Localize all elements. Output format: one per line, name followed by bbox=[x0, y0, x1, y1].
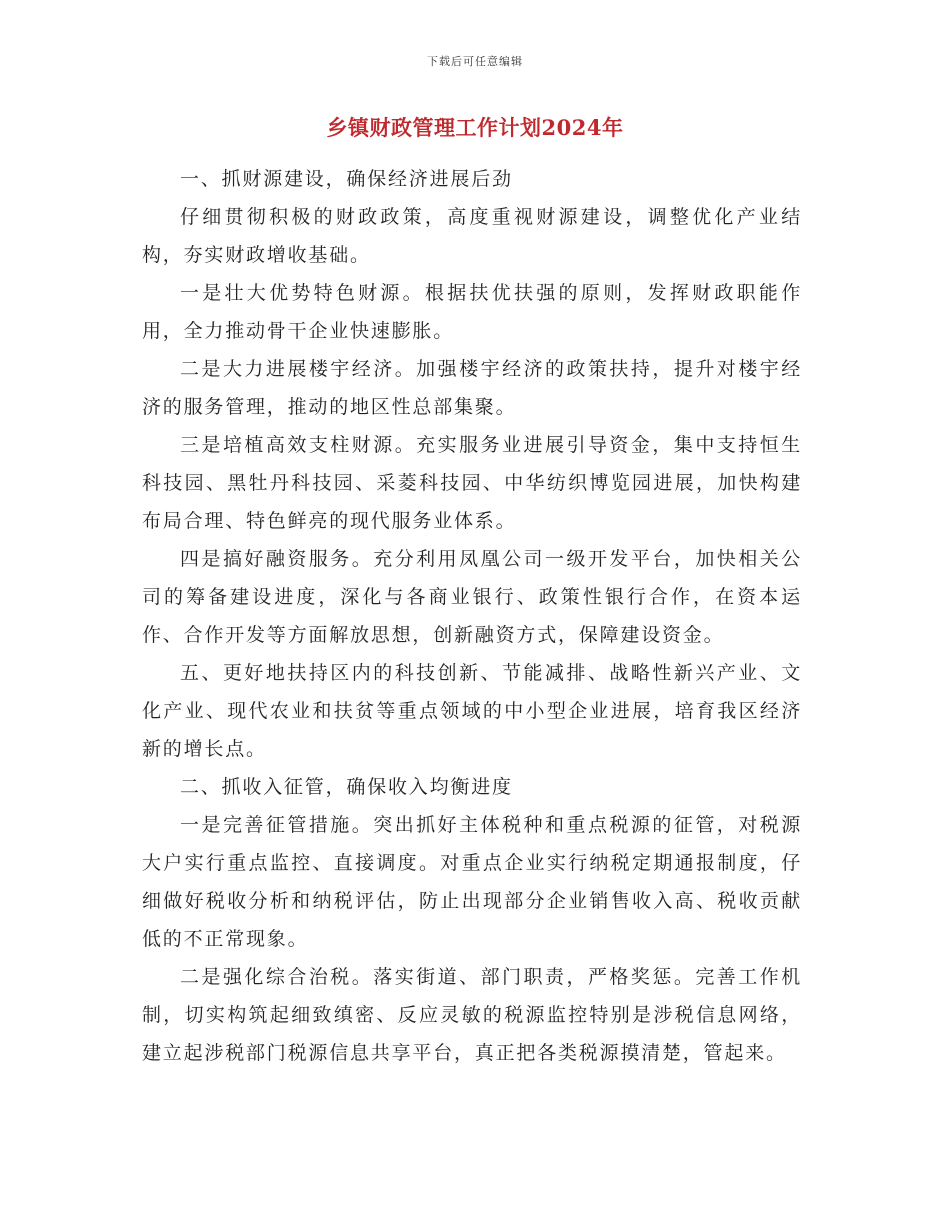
paragraph: 五、更好地扶持区内的科技创新、节能减排、战略性新兴产业、文化产业、现代农业和扶贫等重点领域的中小型企业进展，培育我区经济新的增长点。 bbox=[142, 662, 802, 760]
document-title: 乡镇财政管理工作计划2024年 bbox=[326, 115, 624, 140]
document-body bbox=[142, 160, 802, 1072]
paragraph: 仔细贯彻积极的财政政策，高度重视财源建设，调整优化产业结构，夯实财政增收基础。 bbox=[142, 206, 802, 266]
paragraph: 一是完善征管措施。突出抓好主体税种和重点税源的征管，对税源大户实行重点监控、直接调度。对重点企业实行纳税定期通报制度，仔细做好税收分析和纳税评估，防止出现部分企业销售收入高、税收贡献低的不正常现象。 bbox=[142, 814, 802, 950]
paragraph: 三是培植高效支柱财源。充实服务业进展引导资金，集中支持恒生科技园、黑牡丹科技园、采菱科技园、中华纺织博览园进展，加快构建布局合理、特色鲜亮的现代服务业体系。 bbox=[142, 434, 802, 532]
paragraph: 一、抓财源建设，确保经济进展后劲 bbox=[180, 168, 513, 190]
paragraph: 二是大力进展楼宇经济。加强楼宇经济的政策扶持，提升对楼宇经济的服务管理，推动的地区性总部集聚。 bbox=[142, 358, 802, 418]
paragraph: 二是强化综合治税。落实街道、部门职责，严格奖惩。完善工作机制，切实构筑起细致缜密、反应灵敏的税源监控特别是涉税信息网络，建立起涉税部门税源信息共享平台，真正把各类税源摸清楚，管起来。 bbox=[142, 966, 802, 1064]
paragraph: 一是壮大优势特色财源。根据扶优扶强的原则，发挥财政职能作用，全力推动骨干企业快速膨胀。 bbox=[142, 282, 802, 342]
paragraph: 四是搞好融资服务。充分利用凤凰公司一级开发平台，加快相关公司的筹备建设进度，深化与各商业银行、政策性银行合作，在资本运作、合作开发等方面解放思想，创新融资方式，保障建设资金。 bbox=[142, 548, 802, 646]
header-note: 下载后可任意编辑 bbox=[427, 55, 523, 68]
paragraph: 二、抓收入征管，确保收入均衡进度 bbox=[180, 776, 513, 798]
